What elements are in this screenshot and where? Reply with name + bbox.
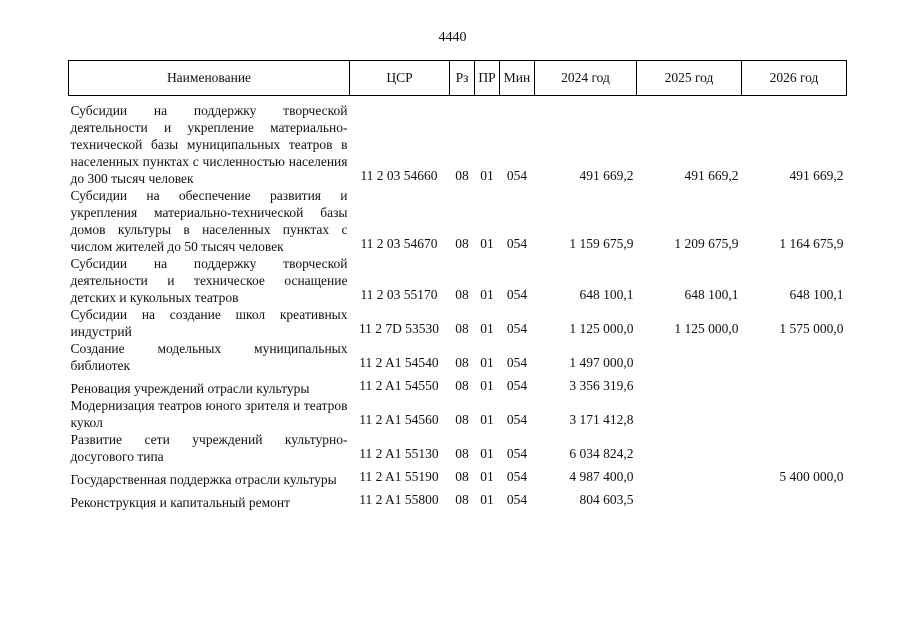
cell-name: Модернизация театров юного зрителя и театров кукол (70, 398, 348, 430)
cell-y2026: 1 575 000,0 (779, 321, 844, 336)
cell-y2026 (742, 374, 847, 397)
table-row (69, 374, 847, 397)
cell-csr: 11 2 03 54670 (360, 236, 438, 251)
cell-csr: 11 2 03 55170 (360, 287, 438, 302)
cell-min: 054 (506, 236, 528, 251)
cell-y2024: 1 125 000,0 (569, 321, 634, 336)
cell-min: 054 (506, 378, 528, 393)
cell-y2024: 3 171 412,8 (569, 412, 634, 427)
cell-name: Субсидии на поддержку творческой деятельности и техническое оснащение детских и кукольных театров (70, 256, 348, 305)
cell-csr: 11 2 A1 55800 (359, 492, 439, 507)
cell-name: Реновация учреждений отрасли культуры (70, 381, 310, 396)
cell-name: Субсидии на поддержку творческой деятельности и укрепление материально-технической базы муниципальных театров в населенных пунктах с численностью населения до 300 тысяч человек (70, 103, 348, 186)
cell-rz: 08 (455, 492, 469, 507)
cell-min: 054 (506, 446, 528, 461)
cell-csr: 11 2 A1 54560 (359, 412, 439, 427)
cell-min: 054 (506, 287, 528, 302)
cell-rz: 08 (455, 236, 469, 251)
cell-y2026: 1 164 675,9 (779, 236, 844, 251)
cell-y2026 (742, 340, 847, 374)
cell-y2025: 491 669,2 (684, 168, 739, 183)
header-rz: Рз (450, 61, 475, 96)
cell-csr: 11 2 03 54660 (360, 168, 438, 183)
cell-rz: 08 (455, 412, 469, 427)
cell-rz: 08 (455, 321, 469, 336)
cell-y2024: 6 034 824,2 (569, 446, 634, 461)
cell-pr: 01 (480, 287, 494, 302)
cell-y2026: 491 669,2 (789, 168, 844, 183)
cell-pr: 01 (480, 469, 494, 484)
header-min: Мин (500, 61, 535, 96)
cell-y2025 (637, 488, 742, 511)
table-header-row (69, 61, 847, 96)
cell-rz: 08 (455, 355, 469, 370)
cell-pr: 01 (480, 321, 494, 336)
cell-csr: 11 2 A1 54550 (359, 378, 439, 393)
cell-y2025 (637, 374, 742, 397)
cell-min: 054 (506, 168, 528, 183)
cell-rz: 08 (455, 168, 469, 183)
cell-y2024: 1 497 000,0 (569, 355, 634, 370)
cell-y2026 (742, 488, 847, 511)
cell-y2025 (637, 340, 742, 374)
cell-y2026: 648 100,1 (789, 287, 844, 302)
cell-y2026 (742, 397, 847, 431)
cell-csr: 11 2 7D 53530 (358, 321, 440, 336)
header-2026: 2026 год (742, 61, 847, 96)
cell-min: 054 (506, 321, 528, 336)
table-row (69, 431, 847, 465)
cell-csr: 11 2 A1 55190 (359, 469, 439, 484)
table-row (69, 306, 847, 340)
cell-min: 054 (506, 412, 528, 427)
table-row (69, 488, 847, 511)
cell-rz: 08 (455, 378, 469, 393)
cell-csr: 11 2 A1 54540 (359, 355, 439, 370)
cell-pr: 01 (480, 446, 494, 461)
cell-pr: 01 (480, 378, 494, 393)
cell-y2026 (742, 431, 847, 465)
table-row (69, 397, 847, 431)
cell-name: Реконструкция и капитальный ремонт (70, 495, 290, 510)
table-row (69, 340, 847, 374)
cell-y2025 (637, 431, 742, 465)
table-row (69, 465, 847, 488)
cell-pr: 01 (480, 412, 494, 427)
cell-y2024: 491 669,2 (579, 168, 634, 183)
page-number: 4440 (438, 30, 467, 45)
cell-pr: 01 (480, 236, 494, 251)
cell-pr: 01 (480, 492, 494, 507)
cell-y2025: 648 100,1 (684, 287, 739, 302)
budget-table (68, 60, 847, 511)
cell-name: Государственная поддержка отрасли культуры (70, 472, 337, 487)
cell-name: Создание модельных муниципальных библиотек (70, 341, 348, 373)
cell-min: 054 (506, 492, 528, 507)
cell-y2025 (637, 465, 742, 488)
cell-name: Субсидии на создание школ креативных индустрий (70, 307, 348, 339)
header-name: Наименование (69, 61, 350, 96)
cell-y2025: 1 125 000,0 (674, 321, 739, 336)
cell-name: Развитие сети учреждений культурно-досугового типа (70, 432, 348, 464)
header-pr: ПР (475, 61, 500, 96)
cell-rz: 08 (455, 287, 469, 302)
cell-y2025: 1 209 675,9 (674, 236, 739, 251)
cell-pr: 01 (480, 168, 494, 183)
cell-min: 054 (506, 469, 528, 484)
cell-y2024: 3 356 319,6 (569, 378, 634, 393)
cell-pr: 01 (480, 355, 494, 370)
cell-y2024: 4 987 400,0 (569, 469, 634, 484)
cell-min: 054 (506, 355, 528, 370)
header-2025: 2025 год (637, 61, 742, 96)
header-csr: ЦСР (350, 61, 450, 96)
cell-y2025 (637, 397, 742, 431)
cell-csr: 11 2 A1 55130 (359, 446, 439, 461)
cell-rz: 08 (455, 469, 469, 484)
table-row (69, 187, 847, 255)
cell-name: Субсидии на обеспечение развития и укрепления материально-технической базы домов культуры в населенных пунктах с числом жителей до 50 тысяч человек (70, 188, 348, 254)
table-row (69, 96, 847, 188)
header-2024: 2024 год (535, 61, 637, 96)
cell-rz: 08 (455, 446, 469, 461)
cell-y2024: 1 159 675,9 (569, 236, 634, 251)
table-row (69, 255, 847, 306)
cell-y2024: 648 100,1 (579, 287, 634, 302)
cell-y2026: 5 400 000,0 (779, 469, 844, 484)
cell-y2024: 804 603,5 (579, 492, 634, 507)
